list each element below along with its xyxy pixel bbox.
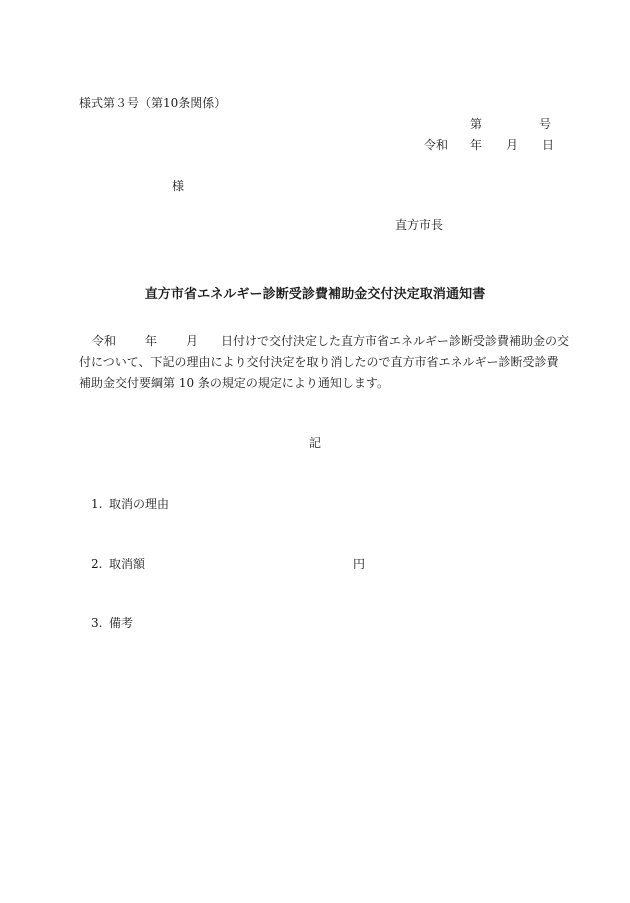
date-year-label: 年 (470, 138, 483, 152)
item-number: 1. (91, 497, 103, 511)
number-prefix: 第 (470, 117, 483, 131)
item-cancellation-amount (91, 558, 145, 570)
date-day-label: 日 (542, 138, 555, 152)
number-suffix: 号 (539, 117, 552, 131)
notice-body-line-2: 付について、下記の理由により交付決定を取り消したので直方市省エネルギー診断受診費 (79, 355, 559, 369)
addressee-honorific: 様 (172, 179, 185, 193)
date-month-label: 月 (506, 138, 519, 152)
body-line-1-text: 日付けで交付決定した直方市省エネルギー診断受診費補助金の交 (221, 334, 570, 348)
date-era: 令和 (424, 138, 449, 152)
item-label: 取消額 (109, 557, 146, 571)
document-title: 直方市省エネルギー診断受診費補助金交付決定取消通知書 (144, 287, 486, 302)
notice-body (79, 331, 570, 394)
item-label: 取消の理由 (109, 497, 170, 511)
item-cancellation-reason (91, 498, 169, 510)
issuer-name: 直方市長 (395, 218, 444, 232)
body-era: 令和 (92, 334, 117, 348)
item-number: 3. (91, 616, 103, 630)
document-number-line (470, 118, 551, 130)
body-year-label: 年 (145, 334, 158, 348)
form-number: 様式第３号（第10条関係） (79, 96, 227, 110)
item-number: 2. (91, 557, 103, 571)
item-remarks (91, 617, 133, 629)
amount-unit: 円 (353, 557, 366, 571)
body-month-label: 月 (186, 334, 199, 348)
ki-heading: 記 (308, 436, 321, 450)
notice-body-line-3: 補助金交付要綱第 10 条の規定の規定により通知します。 (79, 376, 389, 390)
issue-date-line (424, 139, 554, 151)
notice-body-line-1 (79, 331, 570, 352)
item-label: 備考 (109, 616, 134, 630)
